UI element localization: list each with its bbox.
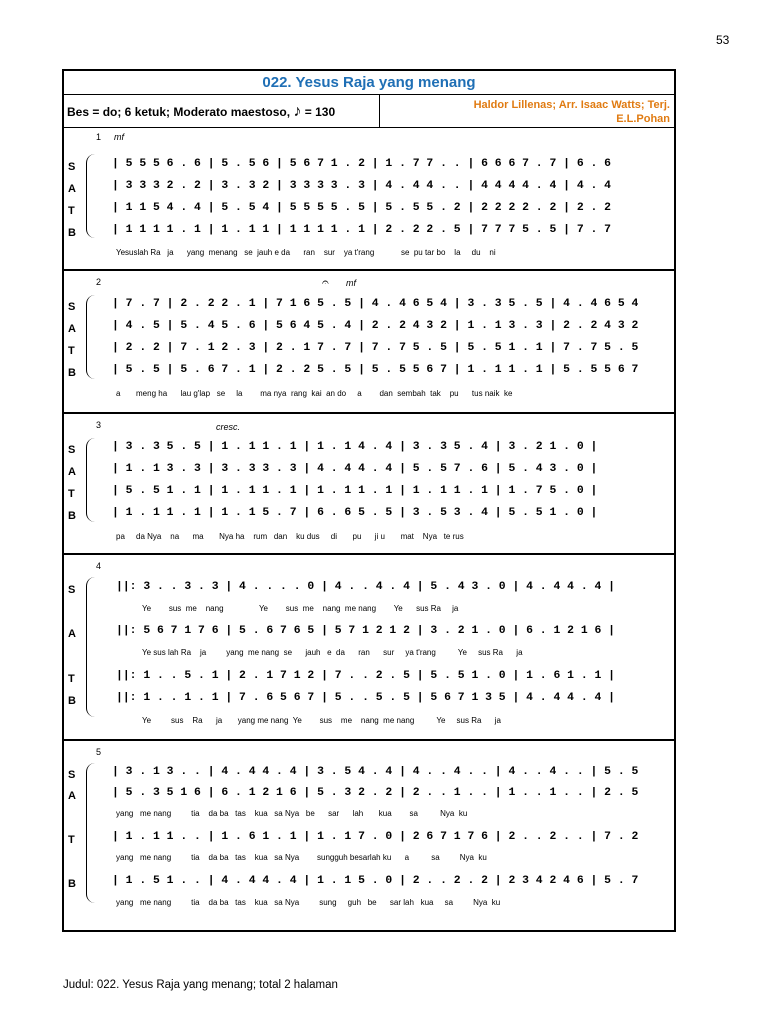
tenor-line: | 5 . 5 1 . 1 | 1 . 1 1 . 1 | 1 . 1 1 . 1 | 1 . 1 1 . 1 | 1 . 7 5 . 0 |: [112, 485, 598, 497]
score-sheet: [62, 69, 676, 932]
system-brace: [86, 154, 95, 238]
credits-line-2: E.L.Pohan: [616, 113, 670, 125]
alto-line: | 5 . 3 5 1 6 | 6 . 1 2 1 6 | 5 . 3 2 . 2 | 2 . . 1 . . | 1 . . 1 . . | 2 . 5: [112, 787, 639, 799]
voice-label-tenor: T: [68, 205, 75, 217]
page-number: 53: [716, 33, 730, 47]
system-brace: [86, 438, 95, 522]
voice-label-alto: A: [68, 323, 76, 335]
dynamic-marking: mf: [346, 278, 356, 288]
voice-label-alto: A: [68, 466, 76, 478]
system-5: [64, 741, 674, 930]
soprano-alto-lyrics: yang me nang tia da ba tas kua sa Nya be sar lah kua sa Nya ku: [116, 809, 468, 818]
alto-line: | 4 . 5 | 5 . 4 5 . 6 | 5 6 4 5 . 4 | 2 . 2 4 3 2 | 1 . 1 3 . 3 | 2 . 2 4 3 2: [112, 320, 639, 332]
key-info: Bes = do; 6 ketuk; Moderato maestoso,: [67, 105, 291, 119]
bass-line: | 5 . 5 | 5 . 6 7 . 1 | 2 . 2 5 . 5 | 5 . 5 5 6 7 | 1 . 1 1 . 1 | 5 . 5 5 6 7: [112, 364, 639, 376]
soprano-lyrics: Ye sus me nang Ye sus me nang me nang Ye sus Ra ja: [142, 604, 459, 613]
voice-label-soprano: S: [68, 444, 76, 456]
system-number: 1: [96, 132, 102, 142]
system-number: 3: [96, 420, 102, 430]
voice-label-soprano: S: [68, 584, 76, 596]
system-brace: [86, 577, 95, 717]
soprano-line: | 7 . 7 | 2 . 2 2 . 1 | 7 1 6 5 . 5 | 4 . 4 6 5 4 | 3 . 3 5 . 5 | 4 . 4 6 5 4: [112, 298, 639, 310]
bass-lyrics: yang me nang tia da ba tas kua sa Nya sung guh be sar lah kua sa Nya ku: [116, 898, 501, 907]
system-2: [64, 271, 674, 414]
tenor-line: | 2 . 2 | 7 . 1 2 . 3 | 2 . 1 7 . 7 | 7 . 7 5 . 5 | 5 . 5 1 . 1 | 7 . 7 5 . 5: [112, 342, 639, 354]
tempo-value: = 130: [304, 105, 336, 119]
footer-caption: Judul: 022. Yesus Raja yang menang; total 2 halaman: [63, 979, 338, 991]
lyrics-line: Yesuslah Ra ja yang menang se jauh e da ran sur ya t'rang se pu tar bo la du ni: [116, 248, 496, 257]
voice-label-soprano: S: [68, 301, 76, 313]
dynamic-marking: mf: [114, 132, 124, 142]
bass-lyrics: Ye sus Ra ja yang me nang Ye sus me nang me nang Ye sus Ra ja: [142, 716, 502, 725]
soprano-line: | 3 . 3 5 . 5 | 1 . 1 1 . 1 | 1 . 1 4 . 4 | 3 . 3 5 . 4 | 3 . 2 1 . 0 |: [112, 441, 598, 453]
voice-label-alto: A: [68, 628, 76, 640]
voice-label-tenor: T: [68, 488, 75, 500]
voice-label-bass: B: [68, 367, 76, 379]
soprano-line: | 3 . 1 3 . . | 4 . 4 4 . 4 | 3 . 5 4 . 4 | 4 . . 4 . . | 4 . . 4 . . | 5 . 5: [112, 766, 639, 778]
fermata-icon: 𝄐: [322, 275, 329, 289]
soprano-line: ||: 3 . . 3 . 3 | 4 . . . . 0 | 4 . . 4 . 4 | 5 . 4 3 . 0 | 4 . 4 4 . 4 |: [116, 581, 615, 593]
eighth-note-icon: ♪: [293, 103, 302, 120]
key-and-tempo: [64, 95, 380, 128]
bass-line: ||: 1 . . 1 . 1 | 7 . 6 5 6 7 | 5 . . 5 . 5 | 5 6 7 1 3 5 | 4 . 4 4 . 4 |: [116, 692, 615, 704]
tenor-line: | 1 1 5 4 . 4 | 5 . 5 4 | 5 5 5 5 . 5 | 5 . 5 5 . 2 | 2 2 2 2 . 2 | 2 . 2: [112, 202, 611, 214]
voice-label-soprano: S: [68, 769, 76, 781]
voice-label-soprano: S: [68, 161, 76, 173]
voice-label-bass: B: [68, 878, 76, 890]
bass-line: | 1 . 5 1 . . | 4 . 4 4 . 4 | 1 . 1 5 . 0 | 2 . . 2 . 2 | 2 3 4 2 4 6 | 5 . 7: [112, 875, 639, 887]
voice-label-tenor: T: [68, 834, 75, 846]
song-title: 022. Yesus Raja yang menang: [64, 71, 674, 95]
alto-line: ||: 5 6 7 1 7 6 | 5 . 6 7 6 5 | 5 7 1 2 1 2 | 3 . 2 1 . 0 | 6 . 1 2 1 6 |: [116, 625, 615, 637]
lyrics-line: a meng ha lau g'lap se la ma nya rang kai an do a dan sembah tak pu tus naik ke: [116, 389, 513, 398]
voice-label-tenor: T: [68, 673, 75, 685]
dynamic-marking: cresc.: [216, 422, 241, 432]
system-number: 4: [96, 561, 102, 571]
voice-label-bass: B: [68, 510, 76, 522]
voice-label-bass: B: [68, 695, 76, 707]
system-number: 5: [96, 747, 102, 757]
voice-label-bass: B: [68, 227, 76, 239]
tenor-line: | 1 . 1 1 . . | 1 . 6 1 . 1 | 1 . 1 7 . 0 | 2 6 7 1 7 6 | 2 . . 2 . . | 7 . 2: [112, 831, 639, 843]
system-brace: [86, 295, 95, 379]
voice-label-tenor: T: [68, 345, 75, 357]
alto-line: | 3 3 3 2 . 2 | 3 . 3 2 | 3 3 3 3 . 3 | 4 . 4 4 . . | 4 4 4 4 . 4 | 4 . 4: [112, 180, 611, 192]
tenor-line: ||: 1 . . 5 . 1 | 2 . 1 7 1 2 | 7 . . 2 . 5 | 5 . 5 1 . 0 | 1 . 6 1 . 1 |: [116, 670, 615, 682]
voice-label-alto: A: [68, 183, 76, 195]
soprano-line: | 5 5 5 6 . 6 | 5 . 5 6 | 5 6 7 1 . 2 | 1 . 7 7 . . | 6 6 6 7 . 7 | 6 . 6: [112, 158, 611, 170]
system-4: [64, 555, 674, 741]
system-number: 2: [96, 277, 102, 287]
tenor-lyrics: yang me nang tia da ba tas kua sa Nya sungguh besarlah ku a sa Nya ku: [116, 853, 487, 862]
credits-line-1: Haldor Lillenas; Arr. Isaac Watts; Terj.: [473, 99, 670, 111]
alto-lyrics: Ye sus lah Ra ja yang me nang se jauh e da ran sur ya t'rang Ye sus Ra ja: [142, 648, 523, 657]
credits: [380, 95, 674, 128]
alto-line: | 1 . 1 3 . 3 | 3 . 3 3 . 3 | 4 . 4 4 . 4 | 5 . 5 7 . 6 | 5 . 4 3 . 0 |: [112, 463, 598, 475]
system-1: [64, 128, 674, 271]
system-brace: [86, 763, 95, 903]
bass-line: | 1 . 1 1 . 1 | 1 . 1 5 . 7 | 6 . 6 5 . 5 | 3 . 5 3 . 4 | 5 . 5 1 . 0 |: [112, 507, 598, 519]
lyrics-line: pa da Nya na ma Nya ha rum dan ku dus di pu ji u mat Nya te rus: [116, 532, 464, 541]
voice-label-alto: A: [68, 790, 76, 802]
bass-line: | 1 1 1 1 . 1 | 1 . 1 1 | 1 1 1 1 . 1 | 2 . 2 2 . 5 | 7 7 7 5 . 5 | 7 . 7: [112, 224, 611, 236]
system-3: [64, 414, 674, 555]
